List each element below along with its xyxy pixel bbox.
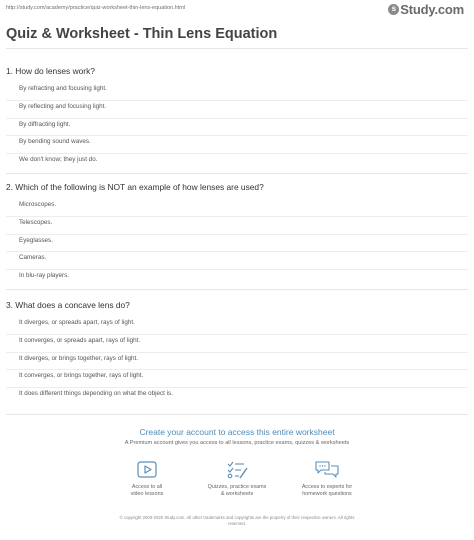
answer-text: It diverges, or brings together, rays of light. <box>19 354 139 362</box>
feature-label: Quizzes, practice exams & worksheets <box>207 484 267 497</box>
answer-option <box>6 217 468 235</box>
cta-divider <box>6 414 468 415</box>
logo-text: Study.com <box>400 1 464 17</box>
answer-option <box>6 101 468 119</box>
answer-text: It diverges, or spreads apart, rays of light. <box>19 319 135 326</box>
question-1 <box>6 66 468 172</box>
answer-text: Cameras. <box>19 254 47 262</box>
quiz-checklist-icon <box>225 460 249 480</box>
answer-option <box>6 370 468 388</box>
answer-text: By reflecting and focusing light. <box>19 102 107 110</box>
study-logo[interactable] <box>388 1 464 17</box>
answer-option <box>6 317 468 335</box>
question-text: 2. Which of the following is NOT an example of how lenses are used? <box>6 182 264 192</box>
answer-text: It converges, or spreads apart, rays of light. <box>19 336 141 344</box>
answer-text: Telescopes. <box>19 218 53 226</box>
answer-option <box>6 199 468 217</box>
answer-option <box>6 270 468 288</box>
cta-heading-link[interactable]: Create your account to access this entire worksheet <box>139 427 335 437</box>
page-title: Quiz & Worksheet - Thin Lens Equation <box>6 26 278 42</box>
chat-bubbles-icon <box>314 460 340 480</box>
question-text: 3. What does a concave lens do? <box>6 300 130 310</box>
feature-label: Access to all video lessons <box>130 484 164 497</box>
answer-option <box>6 154 468 172</box>
answer-option <box>6 235 468 253</box>
answer-option <box>6 252 468 270</box>
answer-option <box>6 353 468 371</box>
answer-text: Microscopes. <box>19 201 57 208</box>
answer-option <box>6 136 468 154</box>
answer-text: Eyeglasses. <box>19 236 53 244</box>
answer-text: It does different things depending on what the object is. <box>19 390 173 398</box>
signup-cta <box>0 427 474 446</box>
logo-mark-icon: s <box>388 4 399 15</box>
feature-experts <box>272 460 382 498</box>
answer-text: By diffracting light. <box>19 120 71 128</box>
question-divider <box>6 289 468 290</box>
question-divider <box>6 173 468 174</box>
answer-text: By bending sound waves. <box>19 138 91 146</box>
answer-option <box>6 335 468 353</box>
answer-option <box>6 119 468 137</box>
question-text: 1. How do lenses work? <box>6 66 95 76</box>
answer-text: By refracting and focusing light. <box>19 85 107 92</box>
question-3 <box>6 300 468 406</box>
answer-text: We don't know; they just do. <box>19 156 98 164</box>
video-play-icon <box>136 460 158 480</box>
title-divider <box>6 48 468 49</box>
feature-label: Access to experts for homework questions <box>301 484 353 497</box>
page-url[interactable]: http://study.com/academy/practice/quiz-worksheet-thin-lens-equation.html <box>6 5 186 11</box>
copyright-notice: © copyright 2003-2020 Study.com. All other trademarks and copyrights are the property of their respective owners. All rights reserved. <box>119 515 355 526</box>
answer-option <box>6 388 468 406</box>
answer-option <box>6 83 468 101</box>
answer-text: In blu-ray players. <box>19 272 70 280</box>
cta-subtext: A Premium account gives you access to all lessons, practice exams, quizzes & worksheets <box>124 440 350 446</box>
answer-text: It converges, or brings together, rays of light. <box>19 372 144 380</box>
question-2 <box>6 182 468 288</box>
top-bar <box>0 0 474 18</box>
